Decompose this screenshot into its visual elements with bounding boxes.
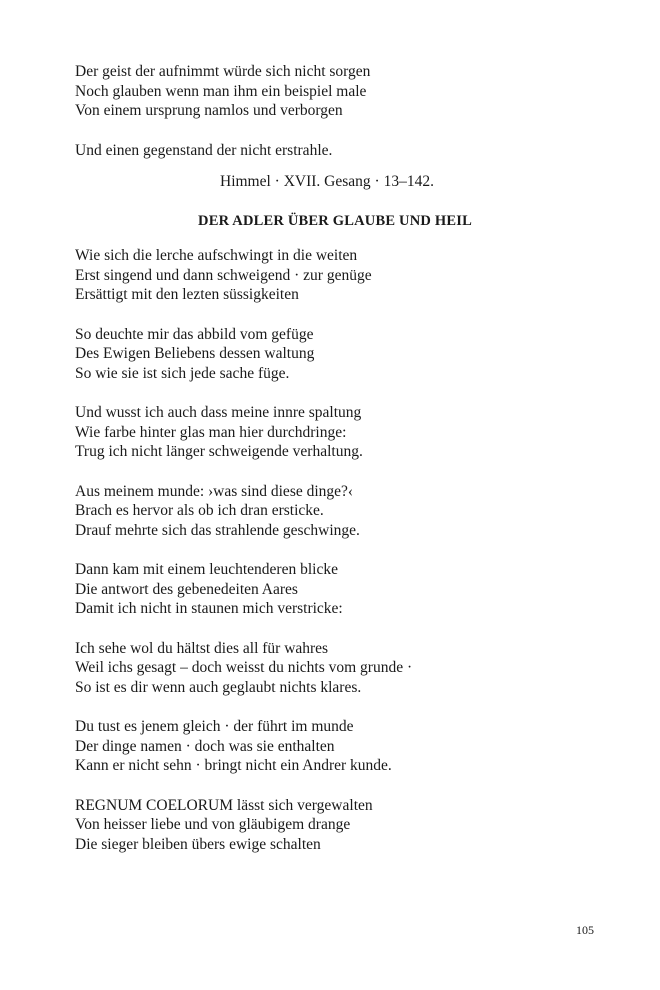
- stanza: [75, 325, 595, 384]
- stanza: [75, 246, 595, 305]
- verse-line: Die antwort des gebenedeiten Aares: [75, 580, 298, 598]
- verse-line: Der geist der aufnimmt würde sich nicht sorgen: [75, 63, 371, 80]
- verse-line: Wie farbe hinter glas man hier durchdringe:: [75, 423, 347, 441]
- intro-verse: [75, 62, 595, 160]
- verse-line: Aus meinem munde: ›was sind diese dinge?‹: [75, 482, 354, 500]
- stanza: [75, 62, 595, 121]
- verse-line: Wie sich die lerche aufschwingt in die weiten: [75, 247, 358, 264]
- poem: [75, 246, 595, 854]
- verse-line: Und wusst ich auch dass meine innre spaltung: [75, 404, 362, 421]
- source-reference: Himmel · XVII. Gesang · 13–142.: [220, 173, 434, 190]
- verse-line: Und einen gegenstand der nicht erstrahle.: [75, 141, 333, 159]
- verse-line: So ist es dir wenn auch geglaubt nichts klares.: [75, 678, 362, 696]
- page-body: [75, 62, 595, 874]
- verse-line: Drauf mehrte sich das strahlende geschwinge.: [75, 521, 360, 539]
- verse-line: So deuchte mir das abbild vom gefüge: [75, 325, 314, 343]
- verse-line: Du tust es jenem gleich · der führt im munde: [75, 718, 354, 735]
- verse-line: Der dinge namen · doch was sie enthalten: [75, 737, 335, 755]
- stanza: [75, 639, 595, 698]
- verse-line: Weil ichs gesagt – doch weisst du nichts vom grunde ·: [75, 659, 413, 676]
- verse-line: Von heisser liebe und von gläubigem drange: [75, 816, 351, 833]
- verse-line: Damit ich nicht in staunen mich verstricke:: [75, 600, 343, 617]
- verse-line: Ich sehe wol du hältst dies all für wahres: [75, 639, 329, 657]
- verse-line: Trug ich nicht länger schweigende verhaltung.: [75, 443, 363, 460]
- verse-line: Ersättigt mit den lezten süssigkeiten: [75, 286, 299, 303]
- verse-line: Dann kam mit einem leuchtenderen blicke: [75, 561, 338, 578]
- verse-line: Brach es hervor als ob ich dran ersticke.: [75, 502, 324, 519]
- section-heading: DER ADLER ÜBER GLAUBE UND HEIL: [198, 212, 472, 229]
- verse-line: So wie sie ist sich jede sache füge.: [75, 364, 290, 382]
- page-number: 105: [576, 923, 594, 937]
- stanza: [75, 403, 595, 462]
- stanza: [75, 560, 595, 619]
- verse-line: Des Ewigen Beliebens dessen waltung: [75, 345, 315, 362]
- verse-line: Die sieger bleiben übers ewige schalten: [75, 835, 321, 853]
- stanza: [75, 796, 595, 855]
- verse-line: Erst singend und dann schweigend · zur genüge: [75, 266, 372, 284]
- stanza: [75, 482, 595, 541]
- verse-line: Von einem ursprung namlos und verborgen: [75, 102, 343, 119]
- verse-line: Noch glauben wenn man ihm ein beispiel male: [75, 82, 367, 100]
- verse-line: REGNUM COELORUM lässt sich vergewalten: [75, 796, 373, 814]
- stanza: [75, 717, 595, 776]
- verse-line: Kann er nicht sehn · bringt nicht ein Andrer kunde.: [75, 757, 392, 774]
- stanza: [75, 141, 595, 161]
